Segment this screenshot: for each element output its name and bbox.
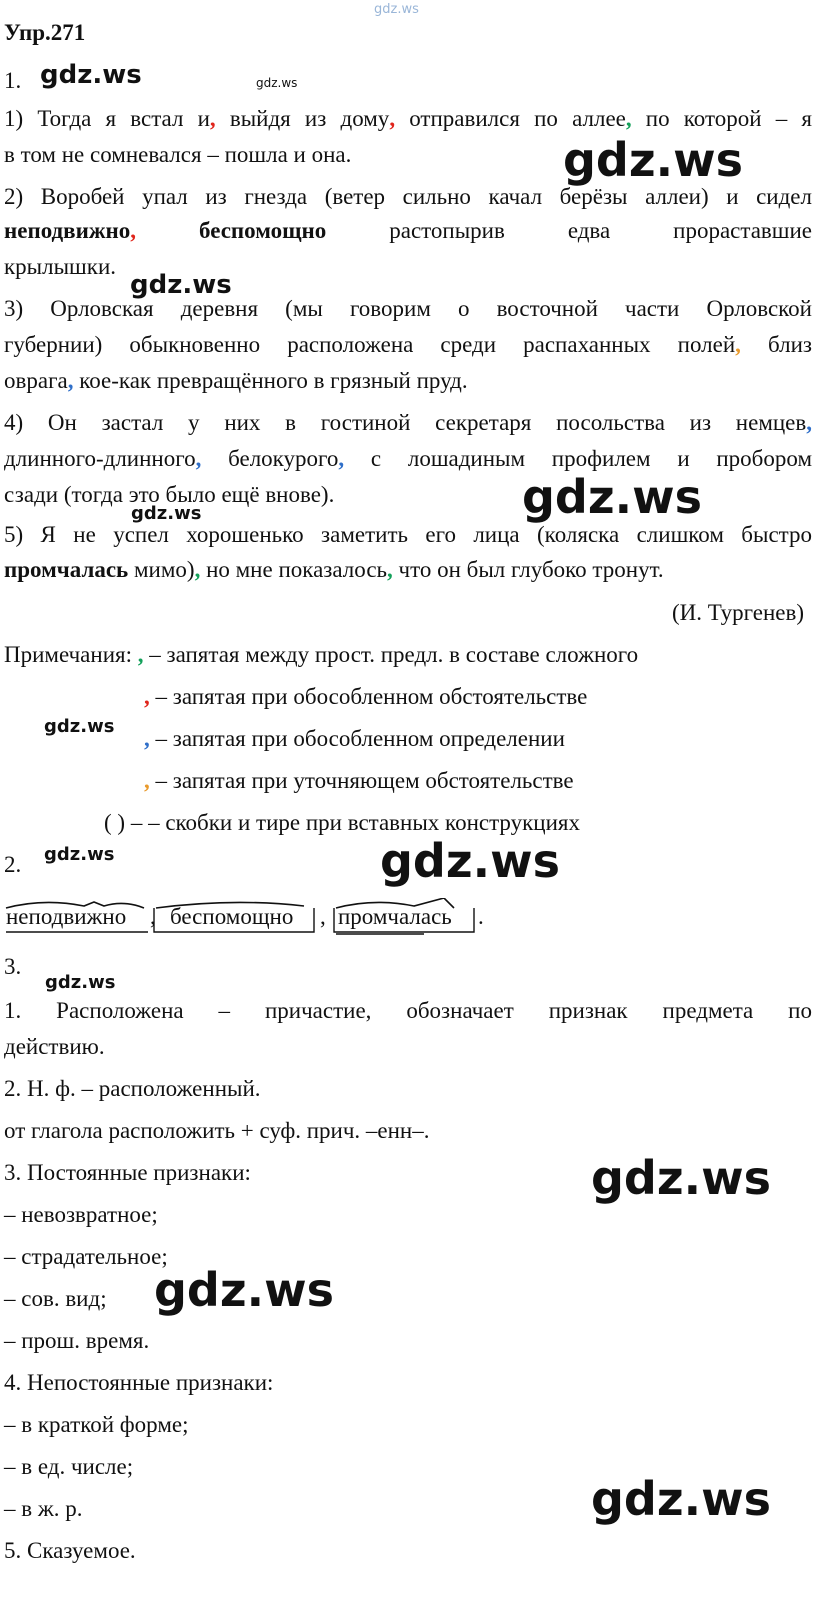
list-item: – в ж. р. — [4, 1496, 83, 1521]
sentence-3-line-3: оврага, кое-как превращённого в грязный пруд. — [4, 368, 468, 393]
sentence-4-line-3: сзади (тогда это было ещё внове). — [4, 482, 335, 507]
watermark: gdz.ws — [591, 1472, 771, 1526]
task-number: 3. — [4, 954, 22, 979]
notes-line-2: , – запятая при обособленном обстоятельстве — [144, 684, 588, 709]
list-item: – сов. вид; — [4, 1286, 107, 1311]
analysis-line: 2. Н. ф. – расположенный. — [4, 1076, 261, 1101]
watermark: gdz.ws — [131, 503, 202, 524]
analysis-line: 5. Сказуемое. — [4, 1538, 136, 1563]
watermark: gdz.ws — [256, 76, 298, 90]
task-number: 1. — [4, 68, 22, 93]
scheme-period: . — [478, 904, 484, 929]
analysis-line: действию. — [4, 1034, 105, 1059]
task-number: 2. — [4, 852, 22, 877]
scheme-word: беспомощно — [170, 904, 294, 929]
sentence-2-line-3: крылышки. — [4, 254, 117, 279]
list-item: – в ед. числе; — [4, 1454, 134, 1479]
scheme-word: промчалась — [338, 904, 452, 929]
watermark: gdz.ws — [591, 1151, 771, 1205]
scheme-word: неподвижно — [6, 904, 127, 929]
watermark: gdz.ws — [44, 844, 115, 865]
sentence-1-line-2: в том не сомневался – пошла и она. — [4, 142, 352, 167]
watermark: gdz.ws — [522, 470, 702, 524]
list-item: – невозвратное; — [4, 1202, 158, 1227]
exercise-title: Упр.271 — [4, 20, 86, 45]
sentence-4-line-2: длинного-длинного, белокурого, с лошадиным профилем и пробором — [4, 446, 812, 471]
analysis-line: от глагола расположить + суф. прич. –енн–. — [4, 1118, 430, 1143]
scheme-comma: , — [150, 904, 156, 929]
watermark: gdz.ws — [154, 1263, 334, 1317]
watermark: gdz.ws — [563, 133, 743, 187]
analysis-line: 1. Расположена – причастие, обозначает признак предмета по — [4, 998, 812, 1023]
notes-line-4: , – запятая при уточняющем обстоятельстве — [144, 768, 574, 793]
watermark: gdz.ws — [45, 972, 116, 993]
watermark: gdz.ws — [380, 834, 560, 888]
sentence-2-line-1: 2) Воробей упал из гнезда (ветер сильно качал берёзы аллеи) и сидел — [4, 184, 812, 209]
sentence-5-line-2: промчалась мимо), но мне показалось, что он был глубоко тронут. — [4, 557, 664, 582]
watermark: gdz.ws — [130, 270, 232, 300]
sentence-2-line-2: неподвижно, беспомощно растопырив едва прораставшие — [4, 218, 813, 243]
scheme-comma: , — [320, 904, 326, 929]
sentence-4-line-1: 4) Он застал у них в гостиной секретаря посольства из немцев, — [4, 410, 812, 435]
list-item: – в краткой форме; — [4, 1412, 189, 1437]
author: (И. Тургенев) — [671, 600, 804, 625]
sentence-3-line-1: 3) Орловская деревня (мы говорим о восточной части Орловской — [4, 296, 812, 321]
watermark: gdz.ws — [40, 60, 142, 90]
list-item: – прош. время. — [4, 1328, 150, 1353]
watermark-top: gdz.ws — [374, 2, 419, 17]
sentence-5-line-1: 5) Я не успел хорошенько заметить его лица (коляска слишком быстро — [4, 522, 812, 547]
notes-line-1: Примечания: , – запятая между прост. предл. в составе сложного — [4, 642, 639, 667]
notes-line-5: ( ) – – скобки и тире при вставных конструкциях — [104, 810, 580, 835]
sentence-1-line-1: 1) Тогда я встал и, выйдя из дому, отправился по аллее, по которой – я — [4, 106, 812, 131]
analysis-line: 4. Непостоянные признаки: — [4, 1370, 274, 1395]
sentence-3-line-2: губернии) обыкновенно расположена среди распаханных полей, близ — [4, 332, 812, 357]
watermark: gdz.ws — [44, 716, 115, 737]
notes-line-3: , – запятая при обособленном определении — [144, 726, 565, 751]
list-item: – страдательное; — [4, 1244, 168, 1269]
analysis-line: 3. Постоянные признаки: — [4, 1160, 251, 1185]
